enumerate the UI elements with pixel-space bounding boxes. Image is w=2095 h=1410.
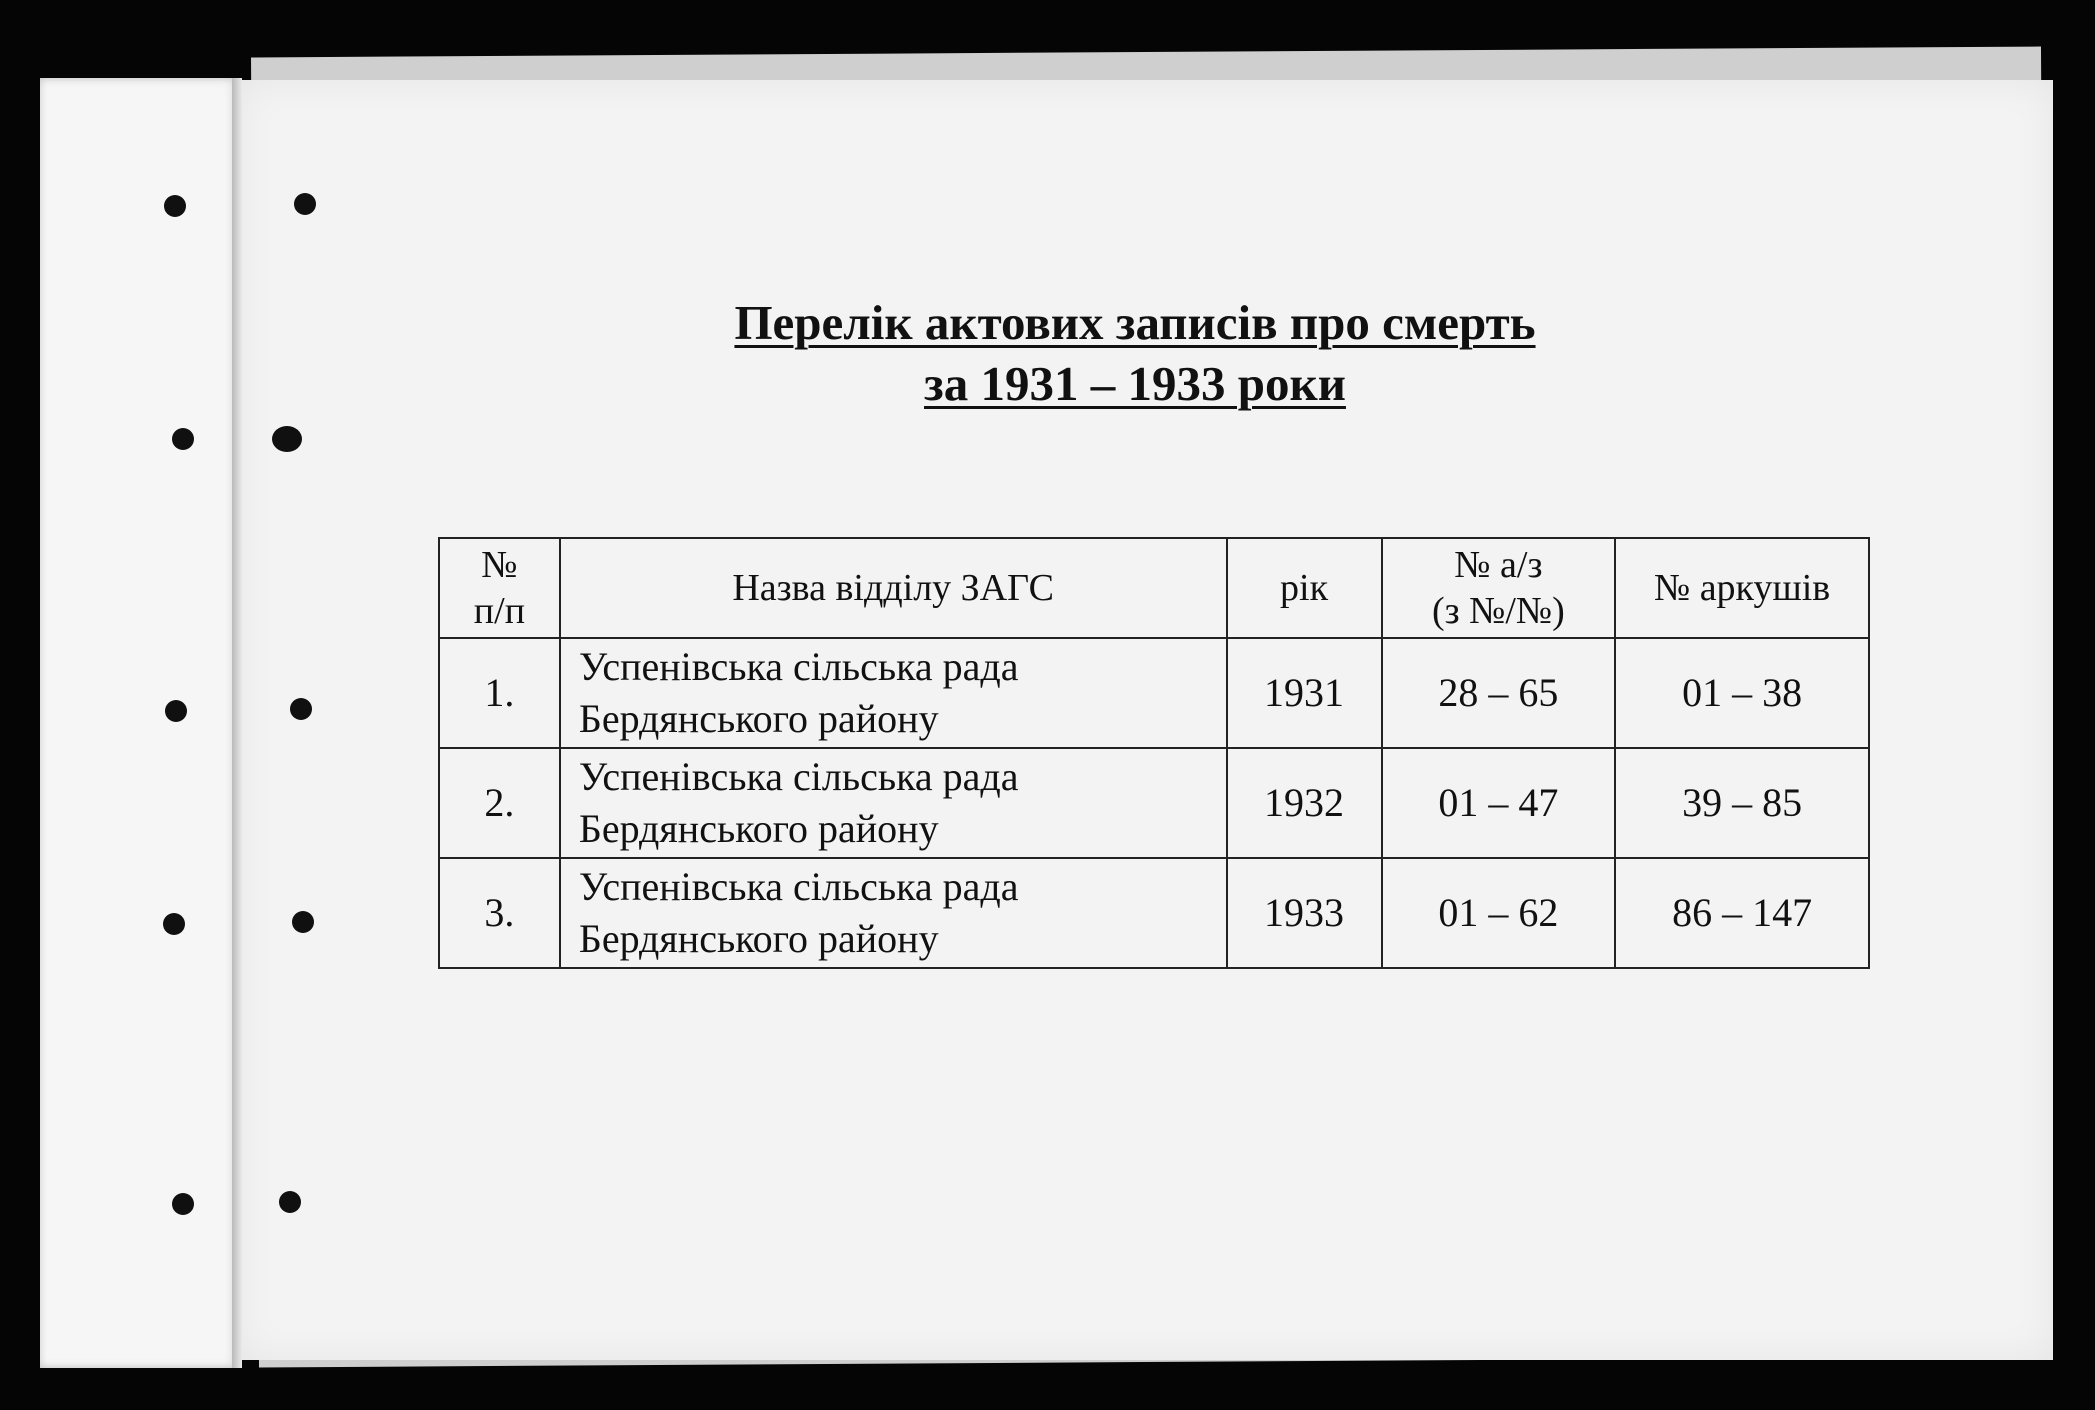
cell-name-line2: Бердянського району bbox=[578, 806, 939, 851]
cell-records: 01 – 62 bbox=[1382, 858, 1616, 968]
header-records bbox=[1382, 538, 1616, 638]
cell-records: 01 – 47 bbox=[1382, 748, 1616, 858]
title-line-2: за 1931 – 1933 роки bbox=[924, 356, 1346, 411]
table-row bbox=[439, 638, 1869, 748]
cell-name-line2: Бердянського району bbox=[578, 916, 939, 961]
punch-hole bbox=[163, 913, 185, 935]
header-num-line2: п/п bbox=[473, 590, 526, 632]
cell-year: 1933 bbox=[1227, 858, 1382, 968]
cell-year: 1931 bbox=[1227, 638, 1382, 748]
header-sheets: № аркушів bbox=[1615, 538, 1869, 638]
cell-year: 1932 bbox=[1227, 748, 1382, 858]
header-records-line2: (з №/№) bbox=[1431, 590, 1565, 632]
punch-hole bbox=[292, 911, 314, 933]
cell-name-line1: Успенівська сільська рада bbox=[578, 754, 1019, 799]
cell-records: 28 – 65 bbox=[1382, 638, 1616, 748]
punch-hole bbox=[279, 1191, 301, 1213]
header-name: Назва відділу ЗАГС bbox=[560, 538, 1227, 638]
punch-hole bbox=[294, 193, 316, 215]
punch-hole bbox=[290, 698, 312, 720]
punch-hole bbox=[164, 195, 186, 217]
cell-name-line1: Успенівська сільська рада bbox=[578, 864, 1019, 909]
table-header-row bbox=[439, 538, 1869, 638]
header-num-line1: № bbox=[481, 544, 518, 586]
cell-name bbox=[560, 748, 1227, 858]
cell-name bbox=[560, 858, 1227, 968]
punch-hole bbox=[172, 1193, 194, 1215]
title-line-1: Перелік актових записів про смерть bbox=[734, 295, 1536, 350]
cell-name-line1: Успенівська сільська рада bbox=[578, 644, 1019, 689]
punch-hole bbox=[165, 700, 187, 722]
cell-sheets: 39 – 85 bbox=[1615, 748, 1869, 858]
cell-num: 3. bbox=[439, 858, 560, 968]
cell-sheets: 86 – 147 bbox=[1615, 858, 1869, 968]
punch-hole bbox=[172, 428, 194, 450]
records-table bbox=[438, 537, 1870, 969]
table-row bbox=[439, 748, 1869, 858]
binding-leaf bbox=[40, 78, 240, 1368]
binding-fold bbox=[232, 78, 242, 1368]
cell-name bbox=[560, 638, 1227, 748]
document-title bbox=[600, 292, 1670, 414]
header-year: рік bbox=[1227, 538, 1382, 638]
table-row bbox=[439, 858, 1869, 968]
punch-hole bbox=[272, 426, 302, 452]
header-records-line1: № а/з bbox=[1454, 544, 1543, 586]
cell-num: 1. bbox=[439, 638, 560, 748]
header-num bbox=[439, 538, 560, 638]
cell-num: 2. bbox=[439, 748, 560, 858]
cell-name-line2: Бердянського району bbox=[578, 696, 939, 741]
cell-sheets: 01 – 38 bbox=[1615, 638, 1869, 748]
